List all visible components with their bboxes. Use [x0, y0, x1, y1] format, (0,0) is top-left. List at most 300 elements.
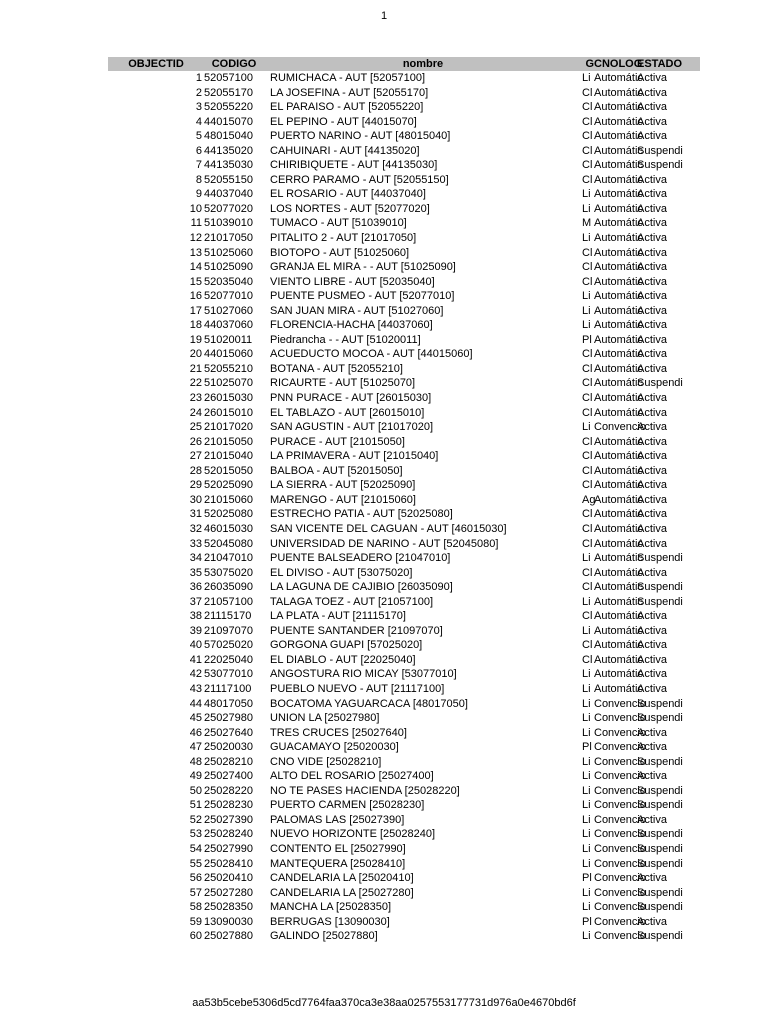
cell-tipo: Li	[582, 886, 591, 899]
cell-tecnologia: Automátic	[594, 101, 643, 114]
cell-estado: Activa	[637, 479, 667, 492]
cell-estado: Activa	[637, 464, 667, 477]
cell-objectid: 35	[189, 566, 202, 579]
cell-codigo: 25027990	[204, 842, 253, 855]
cell-nombre: LA PRIMAVERA - AUT [21015040]	[270, 450, 439, 463]
cell-nombre: ACUEDUCTO MOCOA - AUT [44015060]	[270, 348, 473, 361]
cell-objectid: 37	[189, 595, 202, 608]
table-row	[108, 566, 700, 581]
cell-tipo: Li	[582, 930, 591, 943]
cell-codigo: 25027400	[204, 770, 253, 783]
cell-codigo: 25028240	[204, 828, 253, 841]
cell-nombre: PUENTE PUSMEO - AUT [52077010]	[270, 290, 455, 303]
cell-tipo: Li	[582, 828, 591, 841]
cell-objectid: 27	[189, 450, 202, 463]
cell-objectid: 18	[189, 319, 202, 332]
table-row	[108, 522, 700, 537]
cell-objectid: 41	[189, 653, 202, 666]
cell-objectid: 33	[189, 537, 202, 550]
cell-tipo: Li	[582, 72, 591, 84]
cell-codigo: 44135030	[204, 159, 253, 172]
cell-tipo: Cl	[582, 581, 593, 594]
cell-tipo: Cl	[582, 130, 593, 143]
cell-nombre: CONTENTO EL [25027990]	[270, 842, 406, 855]
cell-estado: Activa	[637, 101, 667, 114]
cell-estado: Activa	[637, 333, 667, 346]
cell-tipo: Cl	[582, 261, 593, 274]
cell-objectid: 8	[195, 173, 202, 186]
cell-nombre: PURACE - AUT [21015050]	[270, 435, 405, 448]
cell-estado: Activa	[637, 872, 667, 885]
cell-tipo: Li	[582, 857, 591, 870]
table-row	[108, 304, 700, 319]
cell-tecnologia: Convencio	[594, 697, 646, 710]
cell-objectid: 26	[189, 435, 202, 448]
cell-codigo: 25027390	[204, 813, 253, 826]
cell-estado: Activa	[637, 115, 667, 128]
cell-nombre: BERRUGAS [13090030]	[270, 915, 390, 928]
table-row	[108, 347, 700, 362]
cell-codigo: 51025070	[204, 377, 253, 390]
cell-objectid: 5	[195, 130, 202, 143]
cell-nombre: TUMACO - AUT [51039010]	[270, 217, 407, 230]
cell-estado: Suspendi	[637, 930, 683, 943]
cell-estado: Activa	[637, 246, 667, 259]
cell-nombre: GALINDO [25027880]	[270, 930, 378, 943]
cell-objectid: 1	[195, 72, 202, 84]
cell-tipo: Li	[582, 770, 591, 783]
table-row	[108, 173, 700, 188]
cell-codigo: 52055210	[204, 362, 253, 375]
table-body	[108, 71, 700, 944]
cell-tipo: Li	[582, 682, 591, 695]
cell-codigo: 52055150	[204, 173, 253, 186]
cell-tipo: Li	[582, 304, 591, 317]
header-tecnologia: CNOLOG	[594, 58, 643, 70]
table-row	[108, 289, 700, 304]
cell-tecnologia: Convencio	[594, 755, 646, 768]
cell-objectid: 23	[189, 392, 202, 405]
cell-codigo: 21015060	[204, 493, 253, 506]
cell-tecnologia: Convencio	[594, 784, 646, 797]
cell-tecnologia: Automátic	[594, 86, 643, 99]
cell-tecnologia: Automátic	[594, 668, 643, 681]
cell-codigo: 52025080	[204, 508, 253, 521]
cell-nombre: GRANJA EL MIRA - - AUT [51025090]	[270, 261, 456, 274]
cell-estado: Activa	[637, 173, 667, 186]
cell-tipo: Li	[582, 319, 591, 332]
cell-codigo: 26015010	[204, 406, 253, 419]
cell-tipo: Li	[582, 784, 591, 797]
cell-objectid: 47	[189, 741, 202, 754]
table-row	[108, 391, 700, 406]
cell-objectid: 12	[189, 232, 202, 245]
cell-objectid: 43	[189, 682, 202, 695]
cell-tecnologia: Automátic	[594, 202, 643, 215]
table-row	[108, 638, 700, 653]
cell-objectid: 58	[189, 901, 202, 914]
cell-tecnologia: Automátic	[594, 508, 643, 521]
cell-codigo: 57025020	[204, 639, 253, 652]
cell-objectid: 56	[189, 872, 202, 885]
cell-tipo: Li	[582, 595, 591, 608]
header-estado: ESTADO	[637, 58, 683, 70]
cell-codigo: 51025060	[204, 246, 253, 259]
cell-estado: Suspendi	[637, 144, 683, 157]
cell-tipo: Li	[582, 697, 591, 710]
cell-objectid: 44	[189, 697, 202, 710]
cell-estado: Activa	[637, 610, 667, 623]
cell-estado: Activa	[637, 86, 667, 99]
cell-tecnologia: Convencio	[594, 915, 646, 928]
table-row	[108, 595, 700, 610]
cell-estado: Activa	[637, 624, 667, 637]
cell-tecnologia: Convencio	[594, 726, 646, 739]
cell-codigo: 21097070	[204, 624, 253, 637]
cell-tipo: Cl	[582, 522, 593, 535]
cell-codigo: 44015070	[204, 115, 253, 128]
cell-tipo: Cl	[582, 566, 593, 579]
cell-tecnologia: Automátic	[594, 173, 643, 186]
cell-objectid: 36	[189, 581, 202, 594]
cell-estado: Activa	[637, 188, 667, 201]
cell-codigo: 51025090	[204, 261, 253, 274]
cell-objectid: 13	[189, 246, 202, 259]
cell-tecnologia: Automátic	[594, 377, 643, 390]
cell-tipo: Cl	[582, 392, 593, 405]
cell-tecnologia: Automátic	[594, 290, 643, 303]
cell-estado: Activa	[637, 290, 667, 303]
cell-codigo: 52035040	[204, 275, 253, 288]
cell-tecnologia: Automátic	[594, 130, 643, 143]
cell-tipo: Li	[582, 290, 591, 303]
cell-nombre: EL ROSARIO - AUT [44037040]	[270, 188, 426, 201]
header-nombre: nombre	[402, 58, 444, 70]
cell-estado: Activa	[637, 508, 667, 521]
cell-tipo: Cl	[582, 479, 593, 492]
cell-nombre: LA JOSEFINA - AUT [52055170]	[270, 86, 429, 99]
cell-tecnologia: Automátic	[594, 450, 643, 463]
cell-objectid: 10	[189, 202, 202, 215]
cell-codigo: 44037040	[204, 188, 253, 201]
cell-tecnologia: Convencio	[594, 421, 646, 434]
cell-tipo: Cl	[582, 173, 593, 186]
table-row	[108, 726, 700, 741]
table-row	[108, 871, 700, 886]
cell-tecnologia: Automátic	[594, 493, 643, 506]
table-row	[108, 129, 700, 144]
table-row	[108, 682, 700, 697]
table-row	[108, 100, 700, 115]
table-row	[108, 187, 700, 202]
cell-estado: Activa	[637, 653, 667, 666]
cell-nombre: LA SIERRA - AUT [52025090]	[270, 479, 416, 492]
cell-objectid: 15	[189, 275, 202, 288]
cell-nombre: EL PEPINO - AUT [44015070]	[270, 115, 417, 128]
cell-nombre: NO TE PASES HACIENDA [25028220]	[270, 784, 460, 797]
cell-nombre: PITALITO 2 - AUT [21017050]	[270, 232, 417, 245]
table-row	[108, 711, 700, 726]
cell-nombre: LOS NORTES - AUT [52077020]	[270, 202, 430, 215]
cell-codigo: 53077010	[204, 668, 253, 681]
cell-codigo: 44037060	[204, 319, 253, 332]
cell-tipo: Li	[582, 901, 591, 914]
stations-table	[108, 57, 700, 944]
cell-objectid: 24	[189, 406, 202, 419]
cell-tipo: Li	[582, 188, 591, 201]
cell-nombre: SAN VICENTE DEL CAGUAN - AUT [46015030]	[270, 522, 507, 535]
table-row	[108, 86, 700, 101]
cell-nombre: SAN AGUSTIN - AUT [21017020]	[270, 421, 434, 434]
cell-codigo: 44135020	[204, 144, 253, 157]
cell-nombre: ALTO DEL ROSARIO [25027400]	[270, 770, 434, 783]
table-row	[108, 507, 700, 522]
cell-tecnologia: Convencio	[594, 770, 646, 783]
cell-estado: Activa	[637, 217, 667, 230]
cell-codigo: 21015040	[204, 450, 253, 463]
cell-codigo: 51039010	[204, 217, 253, 230]
cell-tecnologia: Automátic	[594, 319, 643, 332]
cell-objectid: 19	[189, 333, 202, 346]
cell-tecnologia: Convencio	[594, 813, 646, 826]
cell-codigo: 25027880	[204, 930, 253, 943]
cell-nombre: BIOTOPO - AUT [51025060]	[270, 246, 409, 259]
cell-codigo: 26015030	[204, 392, 253, 405]
cell-codigo: 25027640	[204, 726, 253, 739]
cell-objectid: 38	[189, 610, 202, 623]
cell-objectid: 51	[189, 799, 202, 812]
cell-nombre: SAN JUAN MIRA - AUT [51027060]	[270, 304, 444, 317]
cell-objectid: 3	[195, 101, 202, 114]
cell-objectid: 28	[189, 464, 202, 477]
cell-tecnologia: Automátic	[594, 552, 643, 565]
document-hash: aa53b5cebe5306d5cd7764faa370ca3e38aa0257553177731d976a0e4670bd6f	[192, 997, 576, 1009]
cell-objectid: 40	[189, 639, 202, 652]
cell-objectid: 11	[190, 217, 202, 230]
cell-tipo: Cl	[582, 639, 593, 652]
cell-nombre: RICAURTE - AUT [51025070]	[270, 377, 416, 390]
cell-tipo: Cl	[582, 464, 593, 477]
cell-tecnologia: Automátic	[594, 217, 643, 230]
cell-tipo: Pl	[582, 915, 592, 928]
cell-estado: Activa	[637, 130, 667, 143]
cell-tipo: Li	[582, 813, 591, 826]
cell-estado: Activa	[637, 668, 667, 681]
cell-estado: Activa	[637, 261, 667, 274]
table-row	[108, 842, 700, 857]
cell-estado: Activa	[637, 319, 667, 332]
cell-estado: Suspendi	[637, 697, 683, 710]
cell-tecnologia: Automátic	[594, 275, 643, 288]
cell-tecnologia: Convencio	[594, 741, 646, 754]
cell-nombre: CNO VIDE [25028210]	[270, 755, 382, 768]
cell-codigo: 51027060	[204, 304, 253, 317]
cell-tipo: Cl	[582, 508, 593, 521]
table-row	[108, 435, 700, 450]
cell-codigo: 22025040	[204, 653, 253, 666]
cell-codigo: 25020410	[204, 872, 253, 885]
cell-nombre: GUACAMAYO [25020030]	[270, 741, 399, 754]
table-row	[108, 246, 700, 261]
cell-estado: Activa	[637, 450, 667, 463]
cell-tecnologia: Convencio	[594, 872, 646, 885]
cell-tipo: Cl	[582, 275, 593, 288]
cell-tipo: Cl	[582, 144, 593, 157]
cell-objectid: 4	[195, 115, 202, 128]
table-row	[108, 144, 700, 159]
cell-estado: Suspendi	[637, 159, 683, 172]
cell-estado: Activa	[637, 348, 667, 361]
cell-estado: Suspendi	[637, 799, 683, 812]
cell-tipo: Cl	[582, 653, 593, 666]
cell-codigo: 52057100	[204, 72, 253, 84]
cell-nombre: GORGONA GUAPI [57025020]	[270, 639, 423, 652]
cell-tipo: Li	[582, 232, 591, 245]
cell-objectid: 6	[195, 144, 202, 157]
cell-tecnologia: Automátic	[594, 115, 643, 128]
cell-tipo: Pl	[582, 741, 592, 754]
cell-nombre: CANDELARIA LA [25027280]	[270, 886, 414, 899]
cell-estado: Suspendi	[637, 712, 683, 725]
cell-nombre: PNN PURACE - AUT [26015030]	[270, 392, 432, 405]
table-row	[108, 202, 700, 217]
cell-tipo: Cl	[582, 246, 593, 259]
cell-estado: Suspendi	[637, 886, 683, 899]
cell-nombre: UNION LA [25027980]	[270, 712, 380, 725]
cell-objectid: 48	[189, 755, 202, 768]
table-row	[108, 755, 700, 770]
cell-nombre: EL DIABLO - AUT [22025040]	[270, 653, 416, 666]
cell-nombre: FLORENCIA-HACHA [44037060]	[270, 319, 433, 332]
header-objectid: OBJECTID	[128, 58, 184, 70]
cell-tecnologia: Convencio	[594, 901, 646, 914]
cell-nombre: PUENTE SANTANDER [21097070]	[270, 624, 443, 637]
cell-objectid: 21	[189, 362, 202, 375]
cell-estado: Activa	[637, 566, 667, 579]
cell-tecnologia: Automátic	[594, 406, 643, 419]
table-row	[108, 857, 700, 872]
cell-tecnologia: Automátic	[594, 464, 643, 477]
cell-tipo: Cl	[582, 115, 593, 128]
cell-tecnologia: Automátic	[594, 159, 643, 172]
cell-objectid: 46	[189, 726, 202, 739]
cell-nombre: BOCATOMA YAGUARCACA [48017050]	[270, 697, 468, 710]
cell-nombre: MANCHA LA [25028350]	[270, 901, 392, 914]
cell-tecnologia: Convencio	[594, 828, 646, 841]
cell-codigo: 21047010	[204, 552, 253, 565]
cell-codigo: 21015050	[204, 435, 253, 448]
cell-tecnologia: Automátic	[594, 639, 643, 652]
cell-tecnologia: Automátic	[594, 232, 643, 245]
cell-tecnologia: Automátic	[594, 581, 643, 594]
cell-objectid: 20	[189, 348, 202, 361]
cell-tecnologia: Automátic	[594, 72, 643, 84]
cell-estado: Activa	[637, 741, 667, 754]
cell-objectid: 14	[189, 261, 202, 274]
cell-tipo: Cl	[582, 159, 593, 172]
cell-objectid: 42	[189, 668, 202, 681]
cell-tecnologia: Automátic	[594, 435, 643, 448]
cell-tipo: Cl	[582, 348, 593, 361]
cell-codigo: 25028220	[204, 784, 253, 797]
cell-tecnologia: Automátic	[594, 261, 643, 274]
page-number: 1	[380, 10, 388, 22]
cell-tipo: Li	[582, 726, 591, 739]
cell-codigo: 25027280	[204, 886, 253, 899]
cell-tecnologia: Automátic	[594, 537, 643, 550]
cell-tecnologia: Automátic	[594, 333, 643, 346]
cell-nombre: PALOMAS LAS [25027390]	[270, 813, 405, 826]
cell-objectid: 17	[189, 304, 202, 317]
cell-tipo: Li	[582, 799, 591, 812]
cell-objectid: 45	[189, 712, 202, 725]
cell-tipo: M	[582, 217, 592, 230]
cell-nombre: CANDELARIA LA [25020410]	[270, 872, 414, 885]
cell-tipo: Li	[582, 842, 591, 855]
cell-estado: Suspendi	[637, 828, 683, 841]
cell-objectid: 49	[189, 770, 202, 783]
cell-estado: Suspendi	[637, 857, 683, 870]
cell-tipo: Ag	[582, 493, 596, 506]
cell-objectid: 55	[189, 857, 202, 870]
cell-estado: Suspendi	[637, 784, 683, 797]
table-row	[108, 362, 700, 377]
table-row	[108, 609, 700, 624]
cell-codigo: 25028230	[204, 799, 253, 812]
cell-tecnologia: Automátic	[594, 682, 643, 695]
cell-nombre: MARENGO - AUT [21015060]	[270, 493, 416, 506]
cell-objectid: 9	[195, 188, 202, 201]
table-row	[108, 71, 700, 86]
cell-nombre: PUENTE BALSEADERO [21047010]	[270, 552, 451, 565]
cell-nombre: MANTEQUERA [25028410]	[270, 857, 406, 870]
cell-tecnologia: Automátic	[594, 304, 643, 317]
table-row	[108, 551, 700, 566]
table-row	[108, 915, 700, 930]
cell-tipo: Cl	[582, 450, 593, 463]
table-row	[108, 318, 700, 333]
cell-nombre: EL DIVISO - AUT [53075020]	[270, 566, 413, 579]
cell-nombre: ANGOSTURA RIO MICAY [53077010]	[270, 668, 457, 681]
cell-tecnologia: Automátic	[594, 566, 643, 579]
cell-objectid: 54	[189, 842, 202, 855]
cell-estado: Activa	[637, 72, 667, 84]
cell-objectid: 31	[189, 508, 202, 521]
table-row	[108, 115, 700, 130]
table-row	[108, 449, 700, 464]
cell-estado: Activa	[637, 202, 667, 215]
cell-nombre: CERRO PARAMO - AUT [52055150]	[270, 173, 449, 186]
cell-estado: Activa	[637, 537, 667, 550]
cell-estado: Activa	[637, 421, 667, 434]
cell-tecnologia: Automátic	[594, 144, 643, 157]
cell-estado: Activa	[637, 275, 667, 288]
cell-objectid: 25	[189, 421, 202, 434]
cell-codigo: 21115170	[204, 610, 252, 623]
cell-objectid: 16	[189, 290, 202, 303]
cell-tipo: Cl	[582, 435, 593, 448]
cell-codigo: 26035090	[204, 581, 253, 594]
cell-tipo: Pl	[582, 872, 592, 885]
cell-nombre: NUEVO HORIZONTE [25028240]	[270, 828, 436, 841]
cell-codigo: 21057100	[204, 595, 253, 608]
table-row	[108, 478, 700, 493]
cell-estado: Activa	[637, 813, 667, 826]
cell-nombre: LA PLATA - AUT [21115170]	[270, 610, 406, 623]
cell-codigo: 21017050	[204, 232, 253, 245]
cell-tipo: Li	[582, 552, 591, 565]
table-row	[108, 798, 700, 813]
